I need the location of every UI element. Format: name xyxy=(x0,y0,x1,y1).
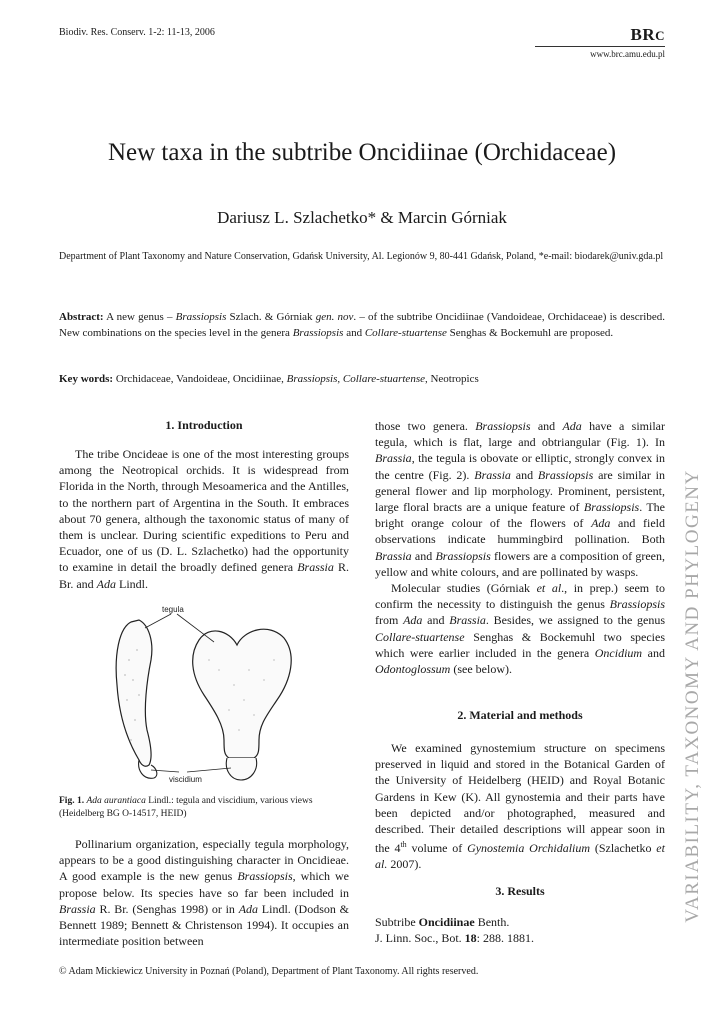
results-taxon-entry xyxy=(375,914,665,946)
journal-logo xyxy=(535,26,665,59)
figure-1 xyxy=(59,600,349,790)
logo-rule xyxy=(535,46,665,47)
journal-citation: Biodiv. Res. Conserv. 1-2: 11-13, 2006 xyxy=(59,27,215,38)
abstract: Abstract: A new genus – Brassiopsis Szlach. & Górniak gen. nov. – of the subtribe Oncidiinae (Vandoideae, Orchidaceae) is described. New combinations on the species level in the genera Brassiopsis and Collare-stuartense Senghas & Bockemuhl are proposed. xyxy=(59,311,665,339)
reference-line: J. Linn. Soc., Bot. 18: 288. 1881. xyxy=(375,931,535,946)
subtribe-line: Subtribe Oncidiinae Benth. xyxy=(375,915,510,929)
section-heading-results: 3. Results xyxy=(495,884,545,898)
section-heading-methods: 2. Material and methods xyxy=(457,708,583,722)
label-tegula: tegula xyxy=(162,605,184,614)
journal-url: www.brc.amu.edu.pl xyxy=(590,49,665,59)
figure-caption: Fig. 1. Ada aurantiaca Lindl.: tegula and viscidium, various views (Heidelberg BG O-14517, HEID) xyxy=(59,796,313,819)
methods-paragraph: We examined gynostemium structure on specimens preserved in liquid and stored in the Botanical Garden of the University of Heidelberg (HEID) and Royal Botanic Gardens in Kew (K). All gynostemia and their parts have been depicted and/or photographed, measured and described. Their detailed descriptions will appear soon in the 4th volume of Gynostemia Orchidalium (Szlachetko et al. 2007). xyxy=(375,741,665,872)
paper-authors: Dariusz L. Szlachetko* & Marcin Górniak xyxy=(217,208,507,227)
side-banner-text: VARIABILITY, TAXONOMY AND PHYLOGENY xyxy=(682,469,703,923)
intro-paragraph-2: Pollinarium organization, especially tegula morphology, appears to be a good distinguishing character in Oncidieae. A good example is the new genus Brassiopsis, which we propose below. Its species have so far been included in Brassia R. Br. (Senghas 1998) or in Ada Lindl. (Dodson & Bennett 1989; Bennett & Christenson 1994). It occupies an intermediate position between xyxy=(59,837,349,949)
affiliation: Department of Plant Taxonomy and Nature Conservation, Gdańsk University, Al. Legionów 9, 80-441 Gdańsk, Poland, *e-mail: biodarek@univ.gda.pl xyxy=(59,251,664,262)
keywords: Key words: Orchidaceae, Vandoideae, Oncidiinae, Brassiopsis, Collare-stuartense, Neotropics xyxy=(59,373,479,385)
copyright-footer: © Adam Mickiewicz University in Poznań (Poland), Department of Plant Taxonomy. All rights reserved. xyxy=(59,966,479,977)
intro-continued: those two genera. Brassiopsis and Ada have a similar tegula, which is flat, large and obtriangular (Fig. 1). In Brassia, the tegula is obovate or elliptic, strongly convex in the centre (Fig. 2). Brassia and Brassiopsis are similar in general flower and lip morphology. Prominent, persistent, large floral bracts are a unique feature of Brassiopsis. The bright orange colour of the flowers of Ada and field observations indicate hummingbird pollination. Both Brassia and Brassiopsis flowers are a composition of green, yellow and white colours, and are pollinated by wasps. Molecular studies (Górniak et al., in prep.) seem to confirm the necessity to distinguish the genus Brassiopsis from Ada and Brassia. Besides, we assigned to the genus Collare-stuartense Senghas & Bockemuhl two species which were earlier included in the genera Oncidium and Odontoglossum (see below). xyxy=(375,419,666,677)
intro-paragraph-1: The tribe Oncideae is one of the most interesting groups among the Neotropical orchids. It is widespread from Florida in the North, through Mesoamerica and the Antilles, to the northern part of Argentina in the South. It embraces about 70 genera, although the taxonomic status of many of them is unclear. During scientific expeditions to Peru and Ecuador, one of us (D. L. Szlachetko) had the opportunity to examine in detail the broadly defined genera Brassia R. Br. and Ada Lindl. xyxy=(59,447,349,591)
label-viscidium: viscidium xyxy=(169,775,202,784)
brc-logo-text: BRC xyxy=(630,25,665,44)
section-heading-introduction: 1. Introduction xyxy=(165,418,243,432)
paper-title: New taxa in the subtribe Oncidiinae (Orchidaceae) xyxy=(107,139,617,166)
tegula-viscidium-drawing xyxy=(59,600,349,790)
